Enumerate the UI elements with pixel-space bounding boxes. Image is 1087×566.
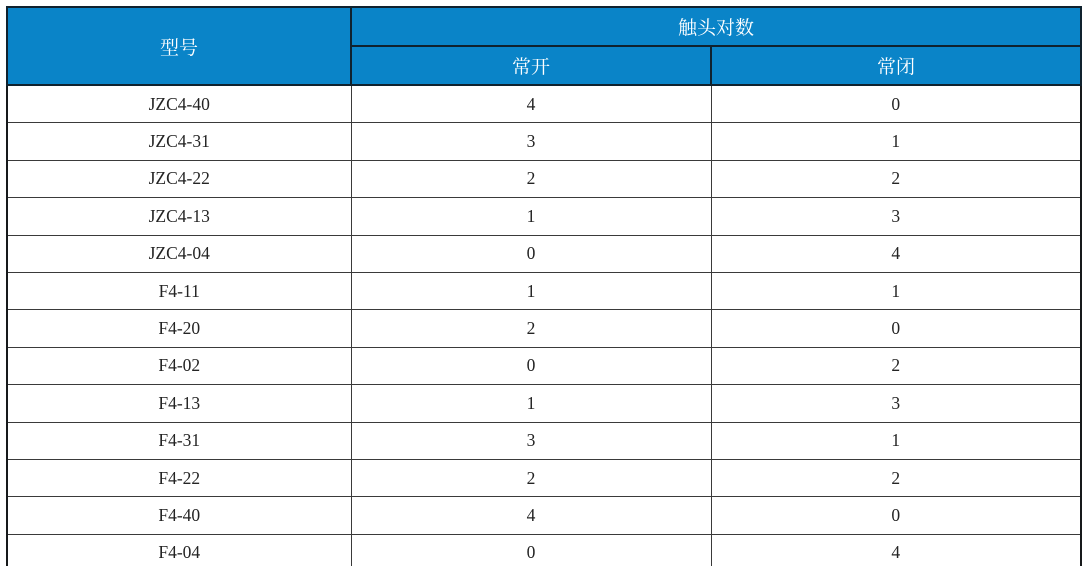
- table-row: [7, 347, 1081, 384]
- normally-closed-cell: 2: [711, 347, 1081, 384]
- model-cell: F4-31: [7, 422, 351, 459]
- header-cell-normally-open: 常开: [351, 46, 711, 85]
- table-row: [7, 422, 1081, 459]
- normally-closed-cell: 1: [711, 123, 1081, 160]
- model-cell: JZC4-13: [7, 198, 351, 235]
- normally-closed-cell: 0: [711, 310, 1081, 347]
- table-row: [7, 497, 1081, 534]
- normally-open-cell: 4: [351, 85, 711, 123]
- contact-pairs-table: [6, 6, 1082, 566]
- normally-open-cell: 1: [351, 385, 711, 422]
- normally-open-cell: 4: [351, 497, 711, 534]
- model-cell: F4-20: [7, 310, 351, 347]
- model-cell: F4-11: [7, 272, 351, 309]
- model-cell: JZC4-40: [7, 85, 351, 123]
- normally-open-cell: 3: [351, 422, 711, 459]
- table-header: [7, 7, 1081, 85]
- normally-closed-cell: 4: [711, 235, 1081, 272]
- table-row: [7, 85, 1081, 123]
- table-row: [7, 385, 1081, 422]
- model-cell: F4-40: [7, 497, 351, 534]
- normally-closed-cell: 2: [711, 160, 1081, 197]
- normally-closed-cell: 2: [711, 459, 1081, 496]
- table-row: [7, 235, 1081, 272]
- normally-open-cell: 2: [351, 310, 711, 347]
- normally-open-cell: 1: [351, 272, 711, 309]
- model-cell: F4-22: [7, 459, 351, 496]
- normally-open-cell: 1: [351, 198, 711, 235]
- normally-closed-cell: 1: [711, 422, 1081, 459]
- table-row: [7, 123, 1081, 160]
- model-cell: JZC4-04: [7, 235, 351, 272]
- table-body: [7, 85, 1081, 566]
- table-row: [7, 459, 1081, 496]
- normally-closed-cell: 0: [711, 497, 1081, 534]
- model-cell: F4-13: [7, 385, 351, 422]
- normally-open-cell: 3: [351, 123, 711, 160]
- table-row: [7, 310, 1081, 347]
- model-cell: F4-02: [7, 347, 351, 384]
- table-row: [7, 160, 1081, 197]
- normally-closed-cell: 1: [711, 272, 1081, 309]
- normally-closed-cell: 3: [711, 385, 1081, 422]
- normally-open-cell: 0: [351, 235, 711, 272]
- header-cell-contact-pairs: 触头对数: [351, 7, 1081, 46]
- model-cell: JZC4-22: [7, 160, 351, 197]
- normally-closed-cell: 4: [711, 534, 1081, 566]
- normally-open-cell: 0: [351, 534, 711, 566]
- header-row-top: [7, 7, 1081, 46]
- normally-open-cell: 2: [351, 160, 711, 197]
- table-row: [7, 198, 1081, 235]
- normally-closed-cell: 0: [711, 85, 1081, 123]
- header-cell-normally-closed: 常闭: [711, 46, 1081, 85]
- model-cell: F4-04: [7, 534, 351, 566]
- normally-open-cell: 2: [351, 459, 711, 496]
- header-cell-model: 型号: [7, 7, 351, 85]
- normally-closed-cell: 3: [711, 198, 1081, 235]
- normally-open-cell: 0: [351, 347, 711, 384]
- model-cell: JZC4-31: [7, 123, 351, 160]
- table-row: [7, 534, 1081, 566]
- table-row: [7, 272, 1081, 309]
